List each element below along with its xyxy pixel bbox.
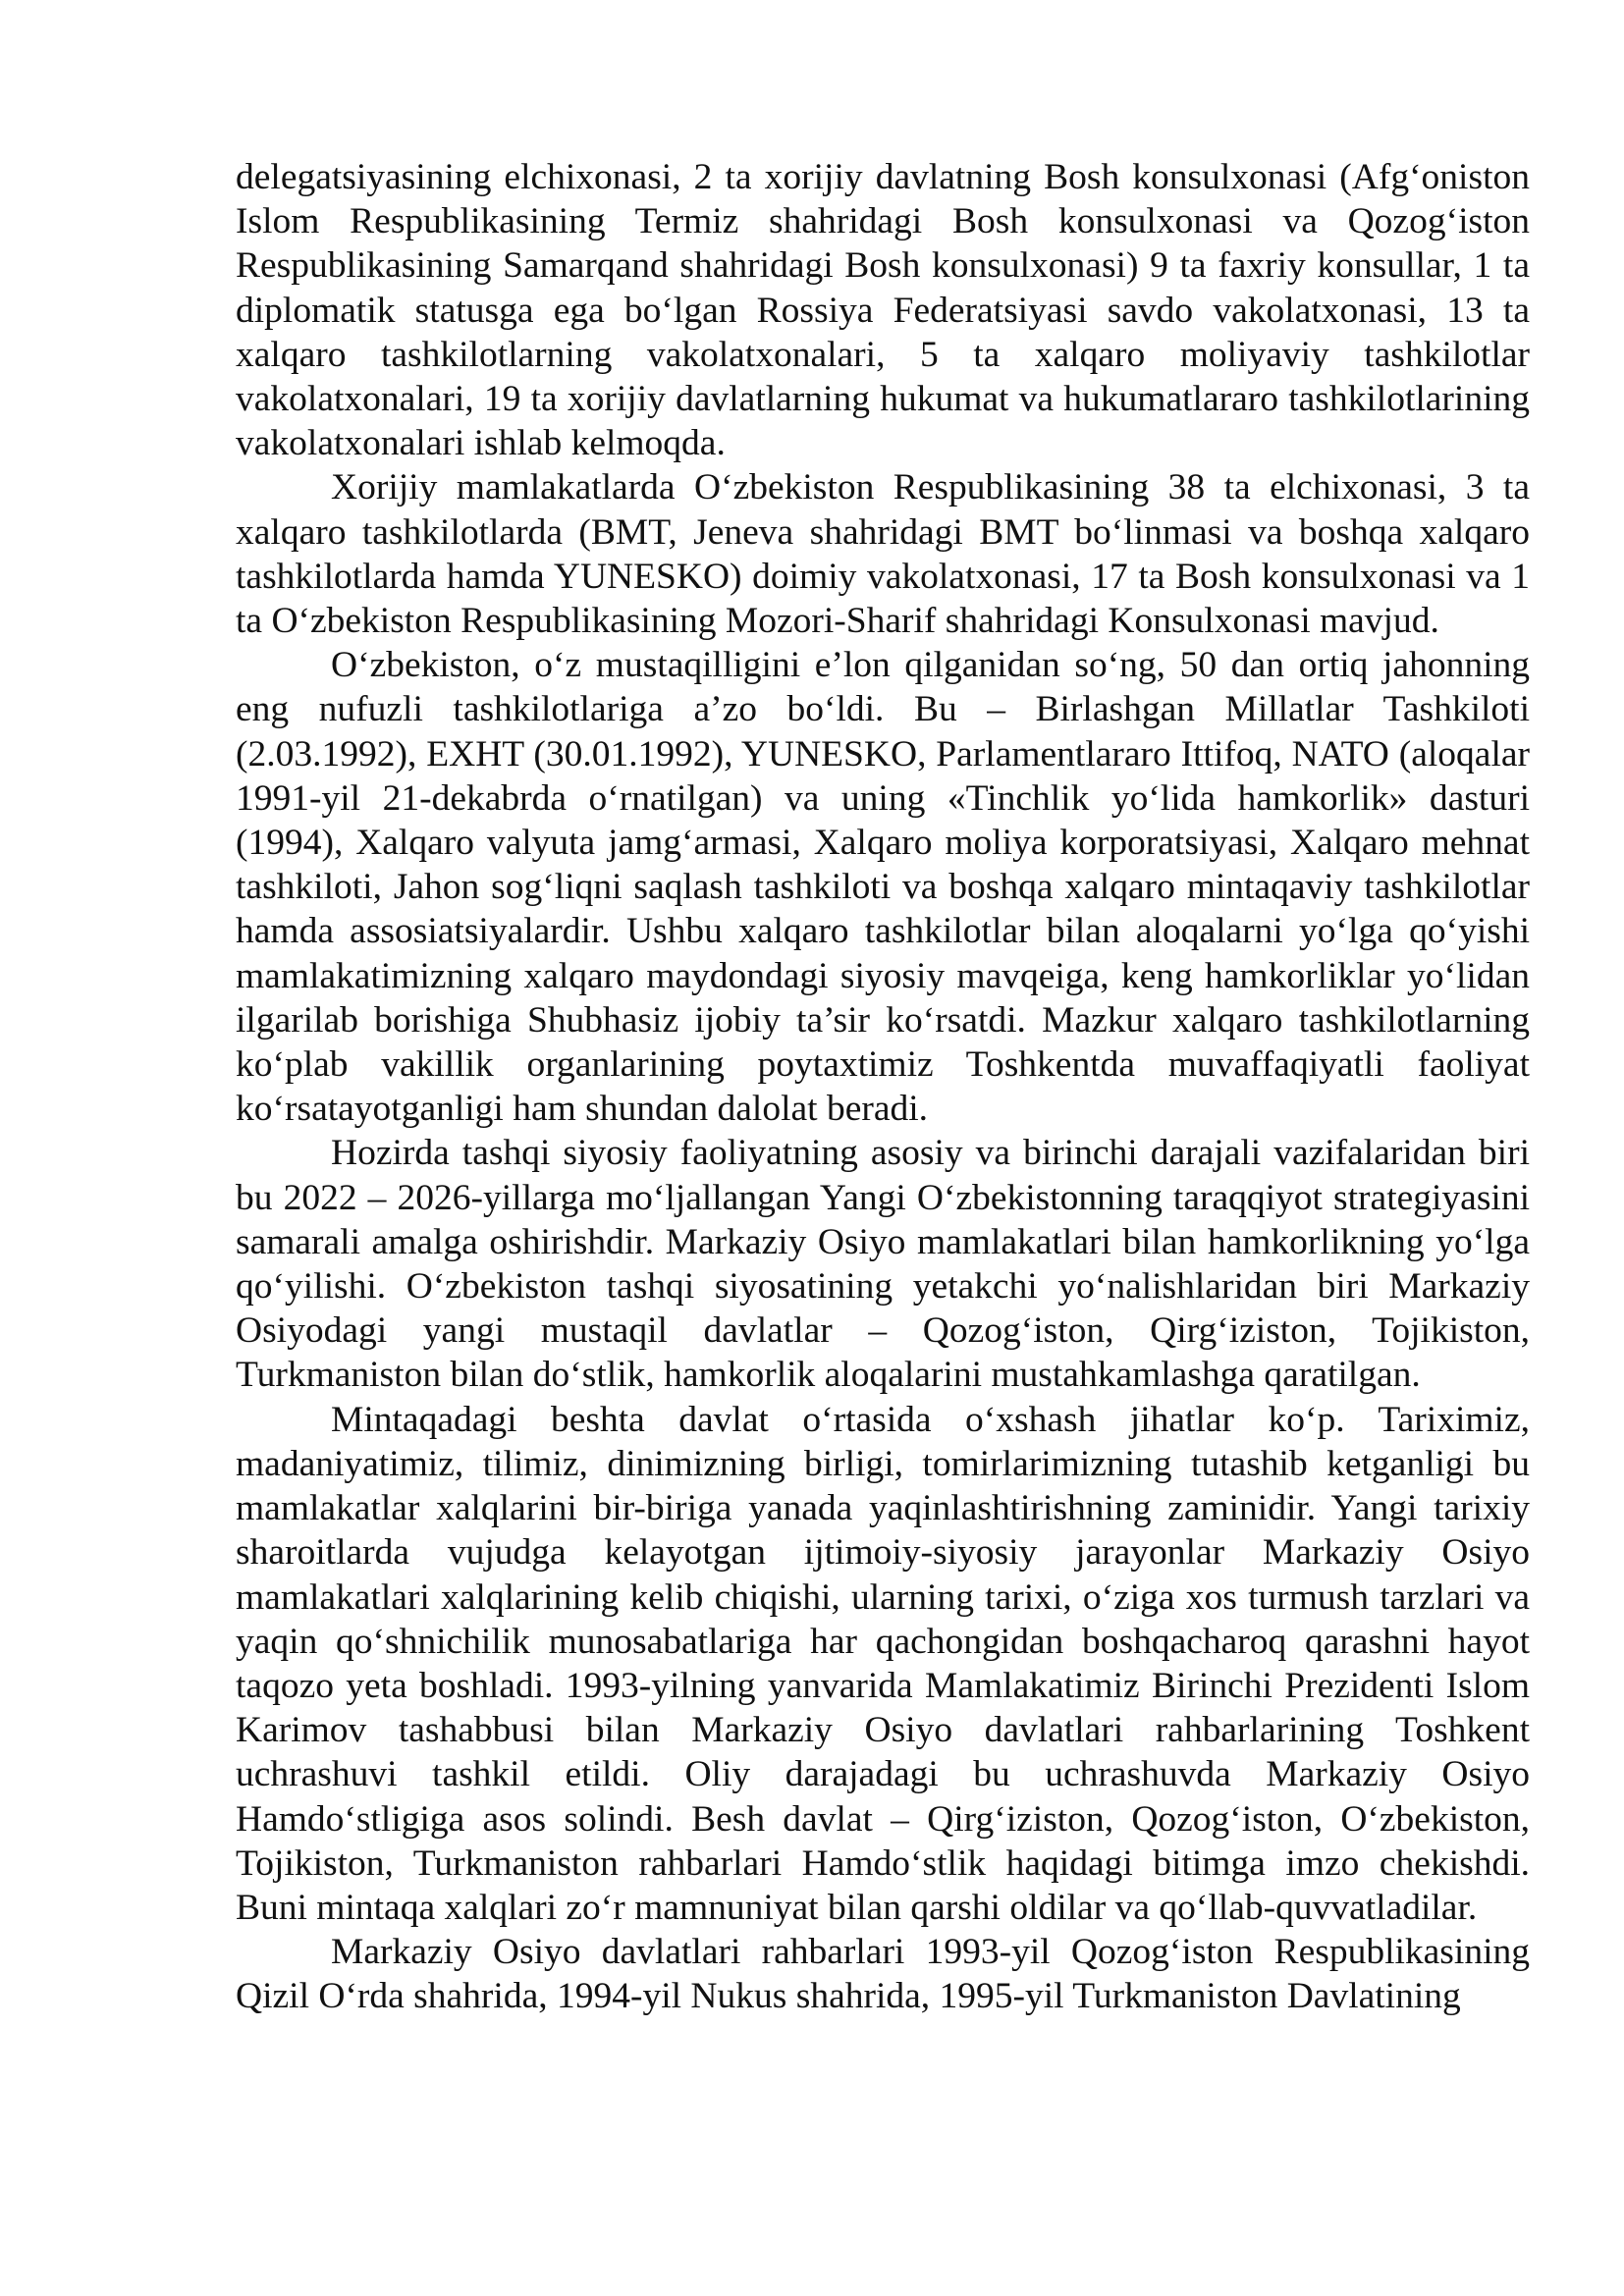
paragraph-3: Oʻzbekiston, oʻz mustaqilligini e’lon qilganidan soʻng, 50 dan ortiq jahonning eng nufuzli tashkilotlariga a’zo boʻldi. Bu – Birlashgan Millatlar Tashkiloti (2.03.1992), EXHT (30.01.1992), YUNESKO, Parlamentlararo Ittifoq, NATO (aloqalar 1991-yil 21-dekabrda oʻrnatilgan) va uning «Tinchlik yoʻlida hamkorlik» dasturi (1994), Xalqaro valyuta jamgʻarmasi, Xalqaro moliya korporatsiyasi, Xalqaro mehnat tashkiloti, Jahon sogʻliqni saqlash tashkiloti va boshqa xalqaro mintaqaviy tashkilotlar hamda assosiatsiyalardir. Ushbu xalqaro tashkilotlar bilan aloqalarni yoʻlga qoʻyishi mamlakatimizning xalqaro maydondagi siyosiy mavqeiga, keng hamkorliklar yoʻlidan ilgarilab borishiga Shubhasiz ijobiy ta’sir koʻrsatdi. Mazkur xalqaro tashkilotlarning koʻplab vakillik organlarining poytaxtimiz Toshkentda muvaffaqiyatli faoliyat koʻrsatayotganligi ham shundan dalolat beradi.	[236, 645, 1530, 1130]
paragraph-1: delegatsiyasining elchixonasi, 2 ta xorijiy davlatning Bosh konsulxonasi (Afgʻoniston Islom Respublikasining Termiz shahridagi Bosh konsulxonasi va Qozogʻiston Respublikasining Samarqand shahridagi Bosh konsulxonasi) 9 ta faxriy konsullar, 1 ta diplomatik statusga ega boʻlgan Rossiya Federatsiyasi savdo vakolatxonasi, 13 ta xalqaro tashkilotlarning vakolatxonalari, 5 ta xalqaro moliyaviy tashkilotlar vakolatxonalari, 19 ta xorijiy davlatlarning hukumat va hukumatlararo tashkilotlarining vakolatxonalari ishlab kelmoqda.	[236, 157, 1530, 464]
paragraph-5: Mintaqadagi beshta davlat oʻrtasida oʻxshash jihatlar koʻp. Tariximiz, madaniyatimiz, tilimiz, dinimizning birligi, tomirlarimizning tutashib ketganligi bu mamlakatlar xalqlarini bir-biriga yanada yaqinlashtirishning zaminidir. Yangi tarixiy sharoitlarda vujudga kelayotgan ijtimoiy-siyosiy jarayonlar Markaziy Osiyo mamlakatlari xalqlarining kelib chiqishi, ularning tarixi, oʻziga xos turmush tarzlari va yaqin qoʻshnichilik munosabatlariga har qachongidan boshqacharoq qarashni hayot taqozo yeta boshladi. 1993-yilning yanvarida Mamlakatimiz Birinchi Prezidenti Islom Karimov tashabbusi bilan Markaziy Osiyo davlatlari rahbarlarining Toshkent uchrashuvi tashkil etildi. Oliy darajadagi bu uchrashuvda Markaziy Osiyo Hamdoʻstligiga asos solindi. Besh davlat – Qirgʻiziston, Qozogʻiston, Oʻzbekiston, Tojikiston, Turkmaniston rahbarlari Hamdoʻstlik haqidagi bitimga imzo chekishdi. Buni mintaqa xalqlari zoʻr mamnuniyat bilan qarshi oldilar va qoʻllab-quvvatladilar.	[236, 1399, 1530, 1928]
document-body	[236, 155, 1530, 2019]
paragraph-2: Xorijiy mamlakatlarda Oʻzbekiston Respublikasining 38 ta elchixonasi, 3 ta xalqaro tashkilotlarda (BMT, Jeneva shahridagi BMT boʻlinmasi va boshqa xalqaro tashkilotlarda hamda YUNESKO) doimiy vakolatxonasi, 17 ta Bosh konsulxonasi va 1 ta Oʻzbekiston Respublikasining Mozori-Sharif shahridagi Konsulxonasi mavjud.	[236, 467, 1530, 642]
paragraph-4: Hozirda tashqi siyosiy faoliyatning asosiy va birinchi darajali vazifalaridan biri bu 2022 – 2026-yillarga moʻljallangan Yangi Oʻzbekistonning taraqqiyot strategiyasini samarali amalga oshirishdir. Markaziy Osiyo mamlakatlari bilan hamkorlikning yoʻlga qoʻyilishi. Oʻzbekiston tashqi siyosatining yetakchi yoʻnalishlaridan biri Markaziy Osiyodagi yangi mustaqil davlatlar – Qozogʻiston, Qirgʻiziston, Tojikiston, Turkmaniston bilan doʻstlik, hamkorlik aloqalarini mustahkamlashga qaratilgan.	[236, 1133, 1530, 1396]
paragraph-6: Markaziy Osiyo davlatlari rahbarlari 1993-yil Qozogʻiston Respublikasining Qizil Oʻrda shahrida, 1994-yil Nukus shahrida, 1995-yil Turkmaniston Davlatining	[236, 1932, 1530, 2017]
